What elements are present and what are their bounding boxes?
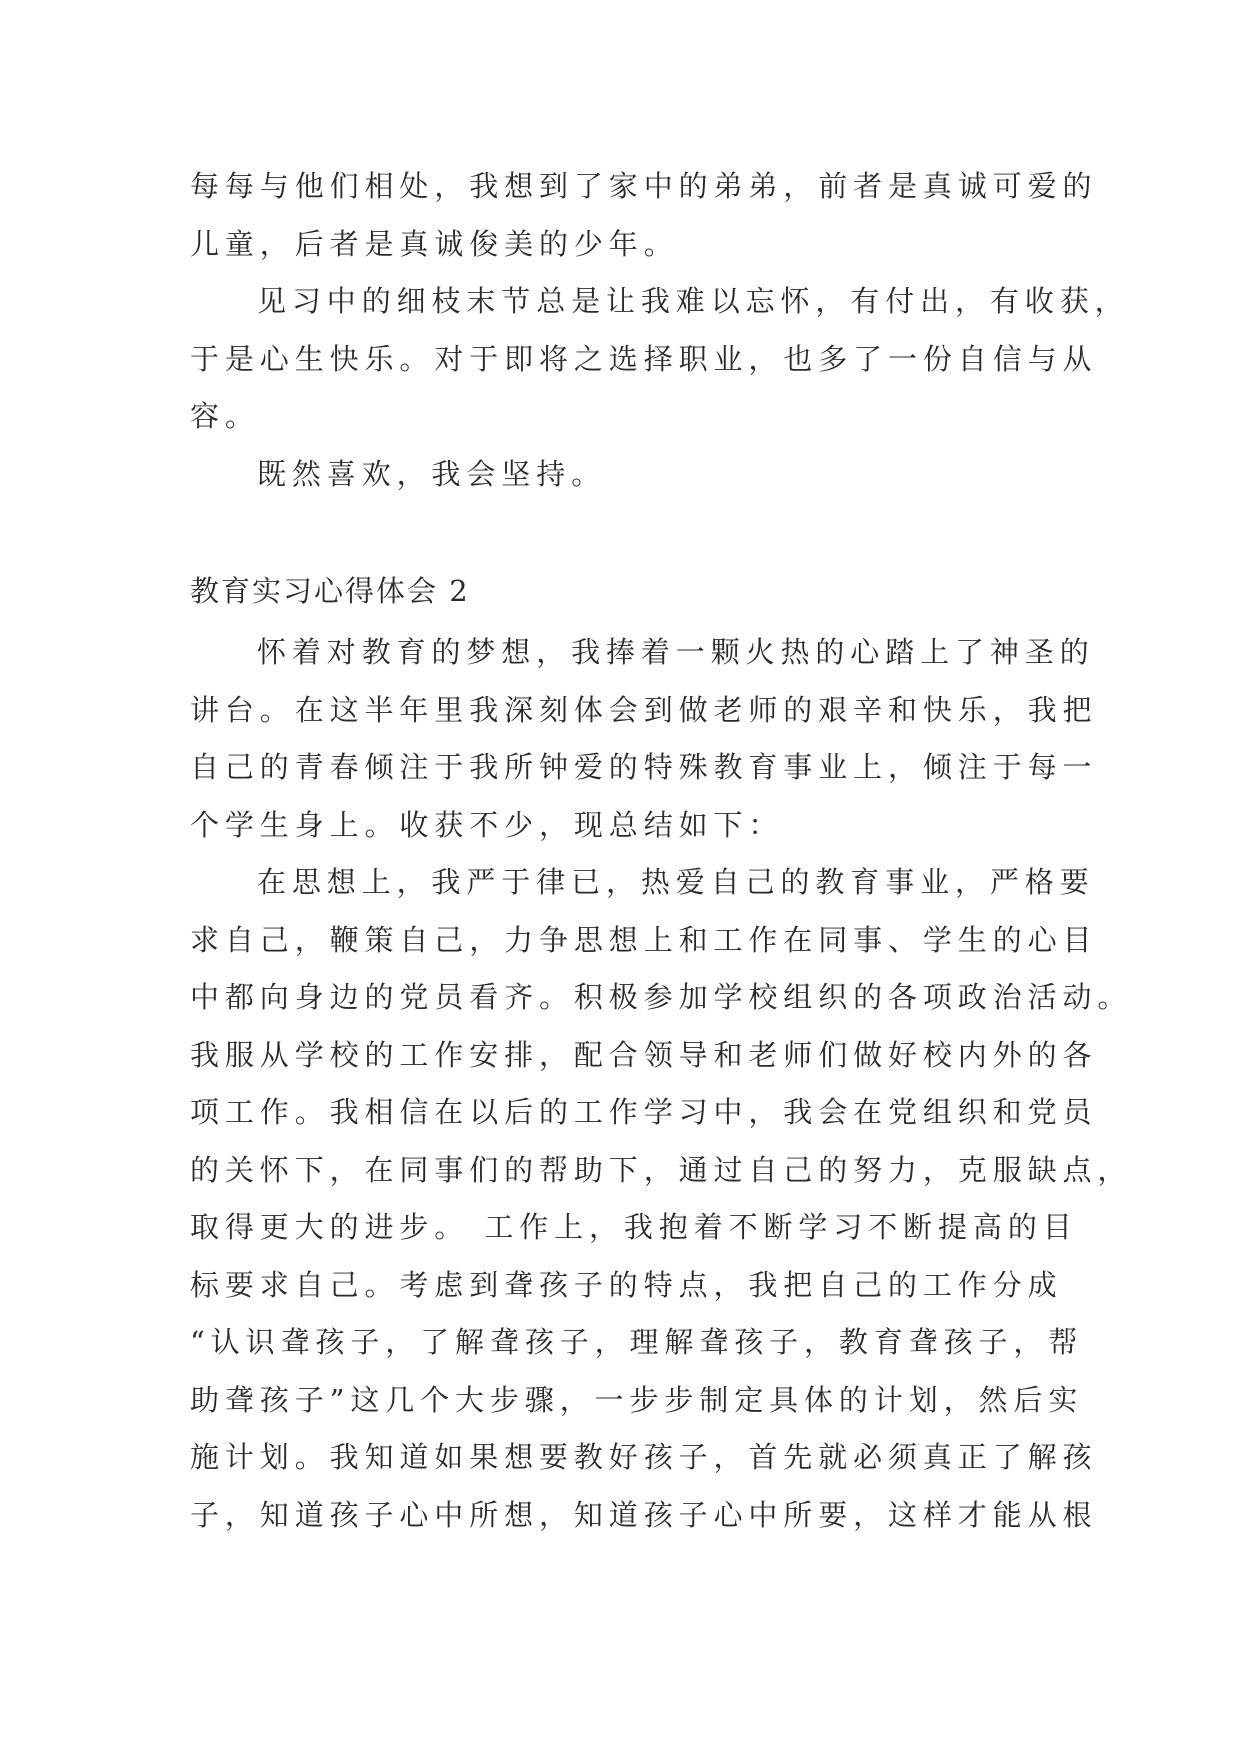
text-line: 我服从学校的工作安排，配合领导和老师们做好校内外的各 bbox=[190, 1037, 1098, 1072]
text-line: 个学生身上。收获不少，现总结如下： bbox=[190, 807, 784, 842]
text-line: 在思想上，我严于律已，热爱自己的教育事业，严格要 bbox=[257, 865, 1095, 899]
text-line: 项工作。我相信在以后的工作学习中，我会在党组织和党员 bbox=[190, 1095, 1098, 1129]
text-line: 取得更大的进步。 工作上，我抱着不断学习不断提高的目 bbox=[190, 1210, 1078, 1244]
text-line: 见习中的细枝末节总是让我难以忘怀，有付出，有收获， bbox=[257, 284, 1130, 318]
section-heading: 教育实习心得体会 2 bbox=[190, 574, 470, 608]
text-line: 中都向身边的党员看齐。积极参加学校组织的各项政治活动。 bbox=[190, 980, 1133, 1014]
text-line: “认识聋孩子，了解聋孩子，理解聋孩子，教育聋孩子，帮 bbox=[190, 1325, 1084, 1359]
text-line: 儿童，后者是真诚俊美的少年。 bbox=[190, 226, 679, 261]
text-line: 容。 bbox=[190, 399, 260, 433]
text-line: 每每与他们相处，我想到了家中的弟弟，前者是真诚可爱的 bbox=[190, 169, 1098, 203]
text-line: 讲台。在这半年里我深刻体会到做老师的艰辛和快乐，我把 bbox=[190, 692, 1098, 727]
text-line: 自己的青春倾注于我所钟爱的特殊教育事业上，倾注于每一 bbox=[190, 750, 1098, 784]
text-line: 的关怀下，在同事们的帮助下，通过自己的努力，克服缺点， bbox=[190, 1152, 1133, 1187]
text-line: 子，知道孩子心中所想，知道孩子心中所要，这样才能从根 bbox=[190, 1497, 1098, 1532]
text-line: 求自己，鞭策自己，力争思想上和工作在同事、学生的心目 bbox=[190, 922, 1098, 957]
text-line: 既然喜欢，我会坚持。 bbox=[257, 456, 607, 491]
text-line: 施计划。我知道如果想要教好孩子，首先就必须真正了解孩 bbox=[190, 1440, 1098, 1474]
paragraph-block-1 bbox=[190, 158, 1130, 503]
text-line: 助聋孩子”这几个大步骤，一步步制定具体的计划，然后实 bbox=[190, 1382, 1084, 1417]
text-line: 怀着对教育的梦想，我捧着一颗火热的心踏上了神圣的 bbox=[257, 635, 1095, 669]
text-line: 于是心生快乐。对于即将之选择职业，也多了一份自信与从 bbox=[190, 341, 1098, 376]
paragraph-block-2 bbox=[190, 624, 1133, 1544]
text-line: 标要求自己。考虑到聋孩子的特点，我把自己的工作分成 bbox=[190, 1267, 1063, 1302]
